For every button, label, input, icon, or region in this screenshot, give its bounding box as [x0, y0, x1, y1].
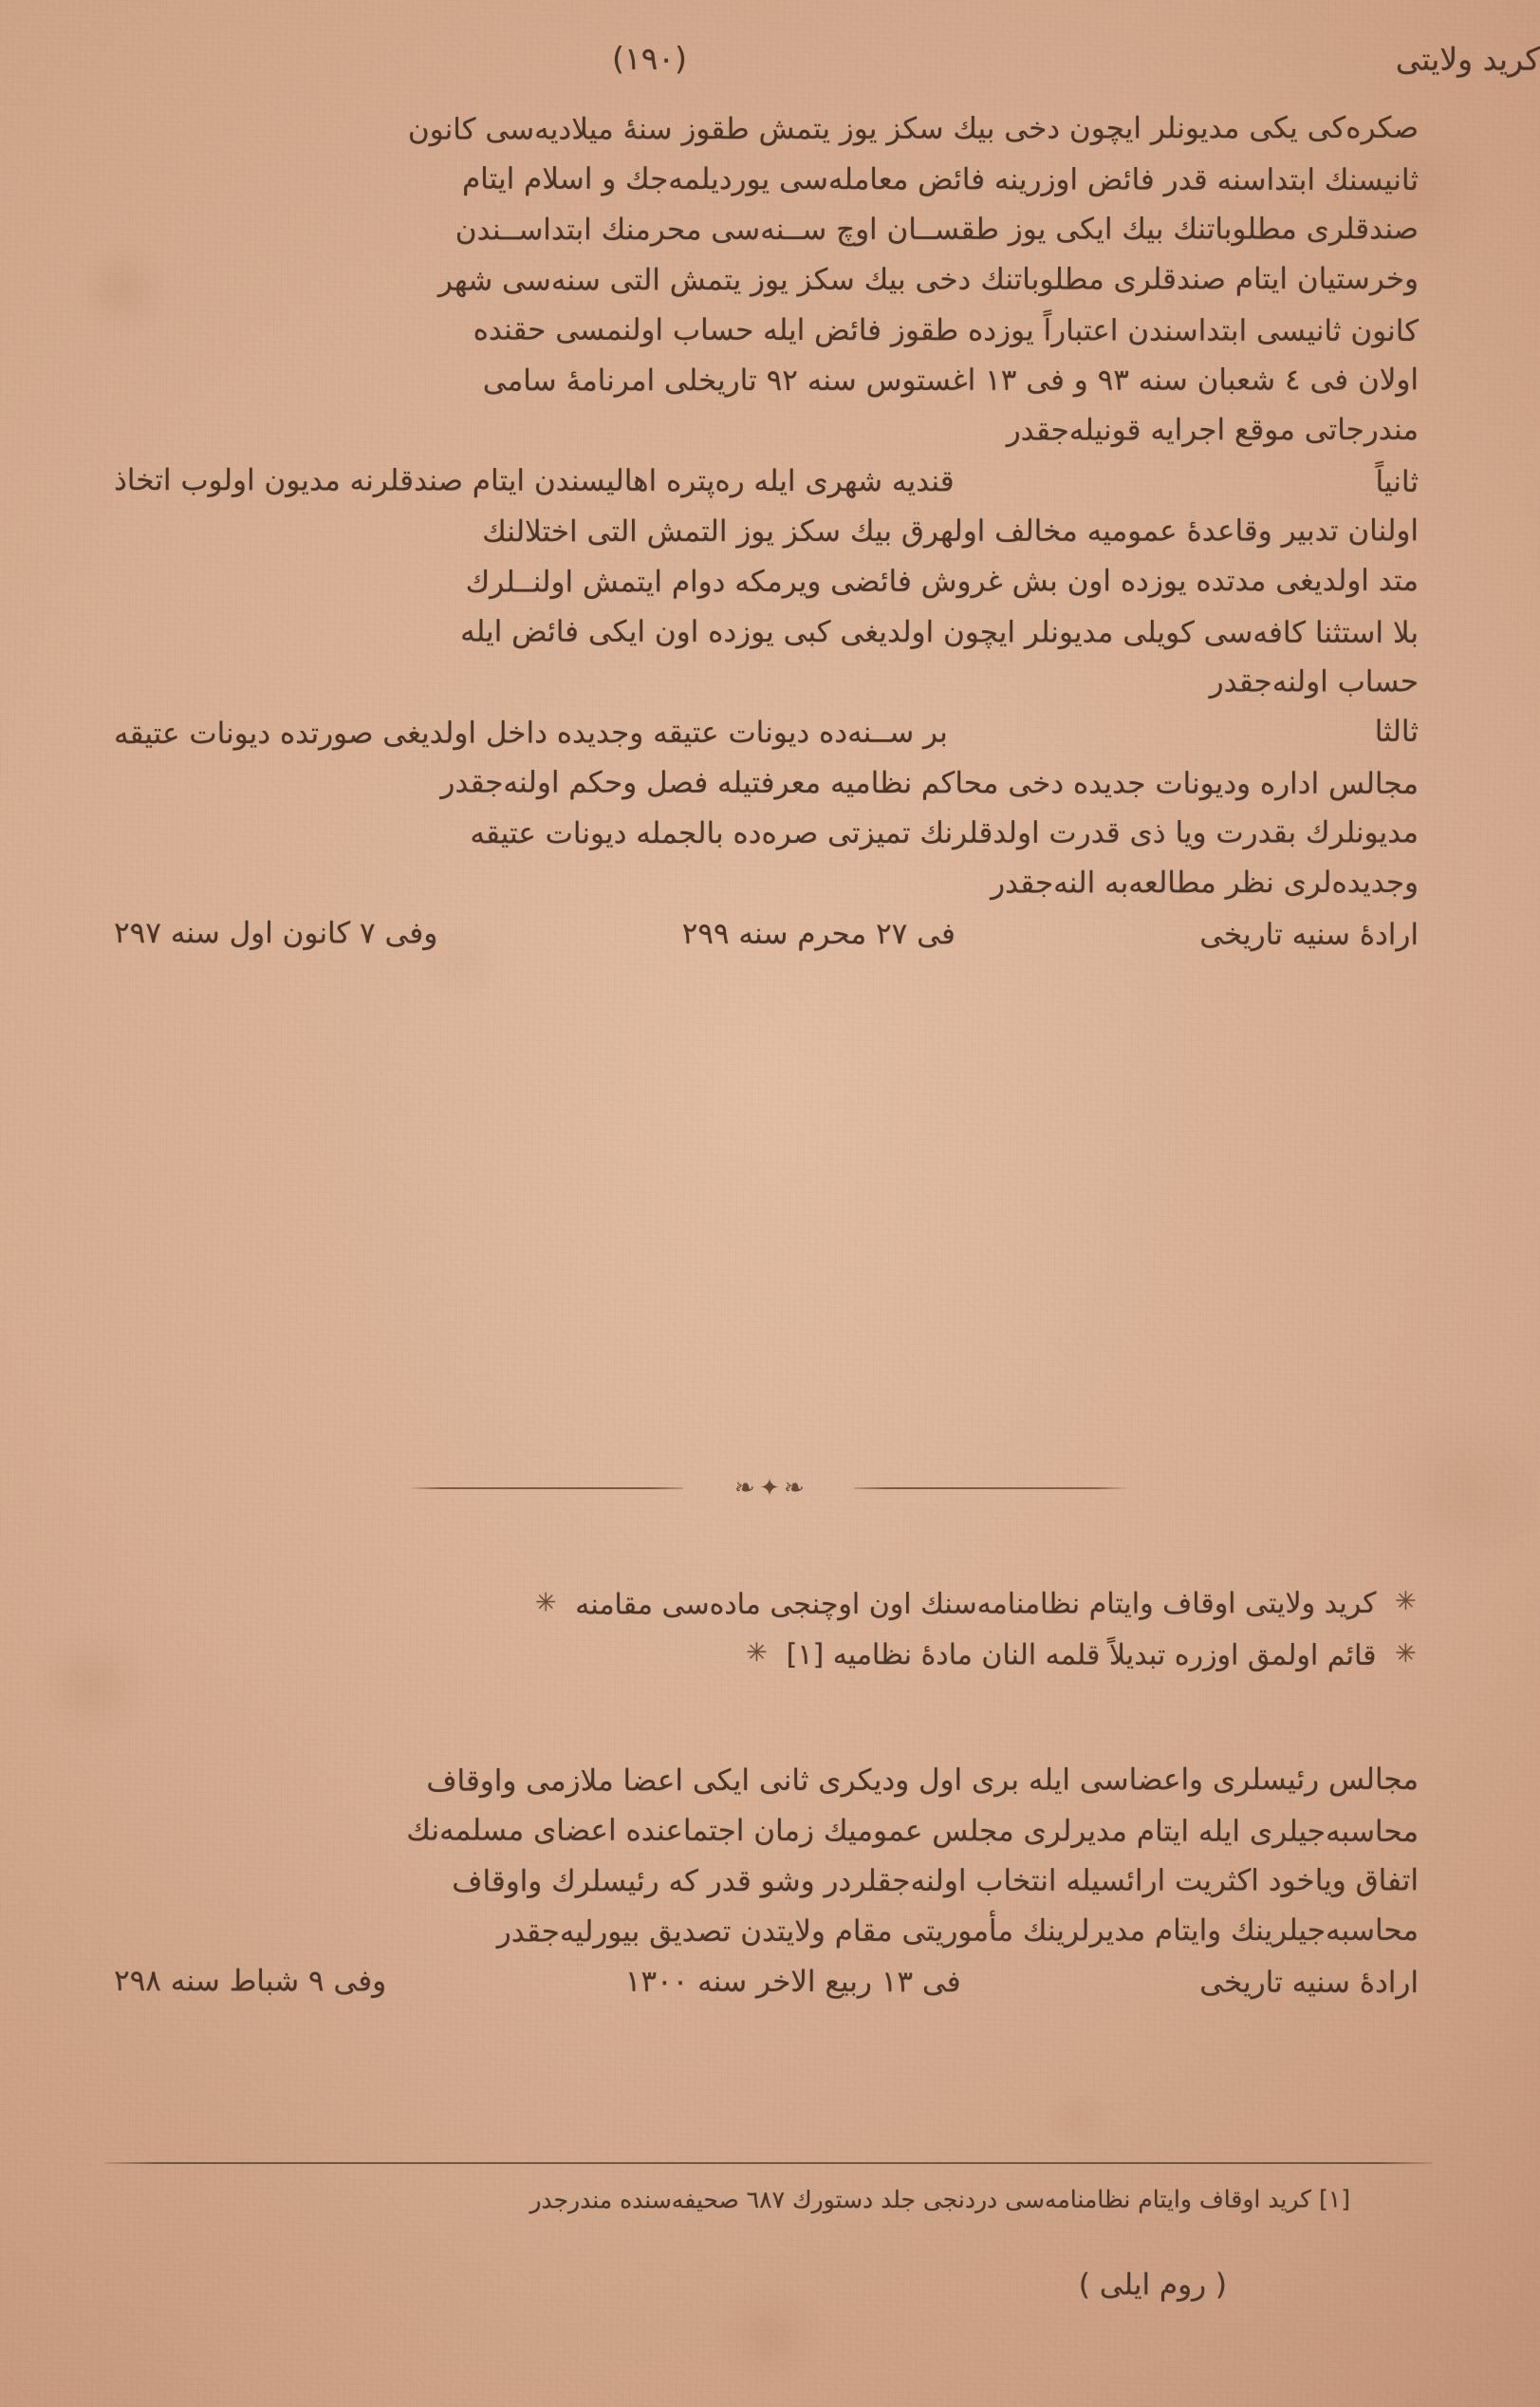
heading-line-2: [114, 1630, 1426, 1682]
line-text: حساب اولنه‌جقدر: [1209, 664, 1419, 700]
irade-date-hijri: فى ١٣ ربيع الاخر سنه ١٣٠٠: [624, 1964, 961, 2000]
body-line: [114, 757, 1419, 810]
irade-date-label: ارادهٔ سنيه تاريخى: [1199, 917, 1419, 952]
line-text: بر ســنه‌ده ديونات عتيقه وجديده داخل اولديغى صورتده ديونات عتيقه: [113, 715, 948, 752]
body-line: [114, 305, 1419, 357]
body-line: [114, 1906, 1419, 1958]
line-text: محاسبه‌جيلرينك وايتام مديرلرينك مأموريتى مقام ولايتدن تصديق بيورليه‌جقدر: [496, 1913, 1419, 1950]
section-two-date-line: [114, 1956, 1419, 2008]
star-ornament-icon: ✳: [1395, 1586, 1418, 1616]
line-text: صندقلرى مطلوباتنك بيك ايكى يوز طقســان اوچ ســنه‌سى محرمنك ابتداســندن: [455, 212, 1419, 248]
irade-date-label: ارادهٔ سنيه تاريخى: [1199, 1965, 1419, 2000]
body-line: [114, 405, 1419, 457]
section-one-body: [114, 104, 1419, 960]
body-line: [114, 254, 1419, 307]
body-line: [114, 808, 1419, 859]
divider-rule-left: [408, 1487, 683, 1489]
body-line: [114, 154, 1419, 206]
body-line: [114, 103, 1419, 156]
body-line: [114, 858, 1419, 910]
line-text: كانون ثانيسى ابتداسندن اعتباراً يوزده طقوز فائض ايله حساب اولنمسى حقنده: [473, 312, 1419, 348]
clause-three-first-line: [114, 707, 1419, 759]
line-text: محاسبه‌جيلرى ايله ايتام مديرلرى مجلس عموميك زمان اجتماعنده اعضاى مسلمه‌نك: [406, 1813, 1419, 1849]
star-ornament-icon: ✳: [746, 1637, 769, 1668]
line-text: بلا استثنا كافه‌سى كويلى مديونلر ايچون اولديغى كبى يوزده اون ايكى فائض ايله: [460, 614, 1419, 650]
footnote-separator-rule: [104, 2162, 1433, 2164]
body-line: [114, 355, 1419, 406]
line-text: مجالس رئيسلرى واعضاسى ايله برى اول وديكرى ثانى ايكى اعضا ملازمى واوقاف: [426, 1762, 1419, 1799]
line-text: وخرستيان ايتام صندقلرى مطلوباتنك دخى بيك سكز يوز يتمش التى سنه‌سى شهر: [437, 261, 1419, 298]
heading-text-2: قائم اولمق اوزره تبديلاً قلمه النان مادهٔ نظاميه [١]: [786, 1638, 1377, 1672]
body-line: [114, 204, 1419, 255]
line-text: اولنان تدبير وقاعدهٔ عموميه مخالف اولهرق بيك سكز يوز التمش التى اختلالنك: [482, 513, 1419, 550]
body-line: [114, 1805, 1419, 1857]
line-text: ثانيسنك ابتداسنه قدر فائض اوزرينه فائض معامله‌سى يورديلمه‌جك و اسلام ايتام: [461, 161, 1419, 197]
page-number: (١٩٠): [611, 39, 687, 78]
line-text: مديونلرك بقدرت ويا ذى قدرت اولدقلرنك تميزتى صره‌ده بالجمله ديونات عتيقه: [470, 815, 1419, 851]
body-line: [114, 556, 1419, 608]
irade-date-rumi: وفى ٧ كانون اول سنه ٢٩٧: [113, 916, 438, 951]
line-text: متد اولديغى مدتده يوزده اون بش غروش فائضى ويرمكه دوام ايتمش اولنــلرك: [465, 563, 1419, 600]
running-head: كريد ولايتى: [1395, 40, 1540, 78]
body-line: [114, 657, 1419, 708]
catchword: [0, 2267, 1540, 2304]
clause-marker-thaniyan: ثانياً: [1375, 464, 1419, 499]
line-text: مجالس اداره وديونات جديده دخى محاكم نظاميه معرفتيله فصل وحكم اولنه‌جقدر: [440, 765, 1419, 801]
section-one-date-line: [114, 908, 1419, 961]
line-text: اولان فى ٤ شعبان سنه ٩٣ و فى ١٣ اغستوس سنه ٩٢ تاريخلى امرنامهٔ سامى: [482, 363, 1419, 399]
section-two-heading: [114, 1580, 1426, 1681]
irade-date-rumi: وفى ٩ شباط سنه ٢٩٨: [113, 1964, 387, 1999]
divider-motif-icon: ❧ ✦ ❧: [734, 1474, 803, 1502]
irade-date-hijri: فى ٢٧ محرم سنه ٢٩٩: [681, 916, 956, 952]
page-header: [0, 34, 1540, 91]
catchword-text: ( روم ايلى ): [1078, 2267, 1228, 2303]
section-two-body: [114, 1756, 1419, 2007]
line-text: وجديده‌لرى نظر مطالعه‌به النه‌جقدر: [991, 865, 1419, 901]
line-text: مندرجاتى موقع اجرايه قونيله‌جقدر: [1006, 412, 1419, 448]
clause-two-first-line: [114, 456, 1419, 508]
ornamental-divider: [408, 1469, 1129, 1507]
body-line: [114, 606, 1419, 659]
line-text: اتفاق وياخود اكثريت ارائسيله انتخاب اولنه‌جقلردر وشو قدر كه رئيسلرك واوقاف: [452, 1863, 1419, 1899]
heading-line-1: [114, 1579, 1426, 1632]
footnote: [190, 2178, 1350, 2221]
body-line: [114, 1856, 1419, 1907]
body-line: [114, 1755, 1419, 1807]
heading-text-1: كريد ولايتى اوقاف وايتام نظامنامه‌سنك اون اوچنجى ماده‌سى مقامنه: [575, 1586, 1377, 1622]
divider-rule-right: [854, 1487, 1129, 1489]
clause-marker-thalithan: ثالثا: [1374, 714, 1419, 749]
line-text: قنديه شهرى ايله ره‌پتره اهاليسندن ايتام صندقلرنه مديون اولوب اتخاذ: [113, 463, 955, 499]
line-text: صكره‌كى يكى مديونلر ايچون دخى بيك سكز يوز يتمش طقوز سنهٔ ميلاديه‌سى كانون: [407, 110, 1419, 147]
body-line: [114, 506, 1419, 557]
star-ornament-icon: ✳: [534, 1588, 557, 1618]
footnote-marker: [١]: [1319, 2185, 1351, 2213]
star-ornament-icon: ✳: [1395, 1638, 1418, 1669]
footnote-text: كريد اوقاف وايتام نظامنامه‌سى دردنجى جلد دستورك ٦٨٧ صحيفه‌سنده مندرجدر: [529, 2185, 1312, 2214]
